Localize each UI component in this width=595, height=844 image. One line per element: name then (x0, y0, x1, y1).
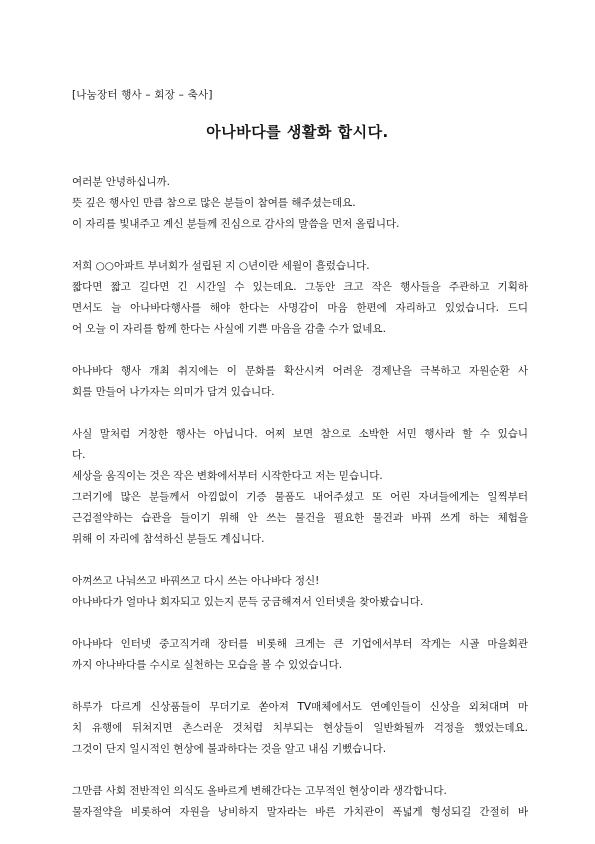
text-line: 그만큼 사회 전반적인 의식도 올바르게 변해간다는 고무적인 현상이라 생각합니다. (72, 785, 447, 797)
text-line: 세상을 움직이는 것은 작은 변화에서부터 시작한다고 저는 믿습니다. (72, 470, 383, 482)
document-tag: [나눔장터 행사 – 회장 – 축사] (72, 89, 213, 101)
text-line: 짧다면 짧고 길다면 긴 시간일 수 있는데요. 그동안 크고 작은 행사들을 주관하고 기획하 (72, 281, 528, 293)
paragraph (72, 781, 528, 823)
text-line: 근검절약하는 습관을 들이기 위해 안 쓰는 물건을 필요한 물건과 바꿔 쓰게 하는 체험을 (72, 512, 528, 524)
document-body (72, 172, 528, 844)
text-line: 아나바다 행사 개최 취지에는 이 문화를 확산시켜 어려운 경제난을 극복하고 자원순환 사 (72, 365, 528, 377)
text-line: 아껴쓰고 나눠쓰고 바꿔쓰고 다시 쓰는 아나바다 정신! (72, 575, 320, 587)
text-line: 사실 말처럼 거창한 행사는 아닙니다. 어찌 보면 참으로 소박한 서민 행사라 할 수 있습니 (72, 428, 528, 440)
paragraph (72, 172, 528, 235)
paragraph (72, 256, 528, 340)
text-line: 아나바다 인터넷 중고직거래 장터를 비롯해 크게는 큰 기업에서부터 작게는 시골 마을회관 (72, 638, 528, 650)
paragraph (72, 571, 528, 613)
text-line: 까지 아나바다를 수시로 실천하는 모습을 볼 수 있었습니다. (72, 659, 343, 671)
text-line: 어 오늘 이 자리를 함께 한다는 사실에 기쁜 마음을 감출 수가 없네요. (72, 323, 386, 335)
text-line: 여러분 안녕하십니까. (72, 176, 170, 188)
paragraph (72, 697, 528, 760)
text-line: 하루가 다르게 신상품들이 무더기로 쏟아져 TV매체에서도 연예인들이 신상을 외쳐대며 마 (72, 701, 528, 713)
text-line: 저희 ○○아파트 부녀회가 설립된 지 ○년이란 세월이 흘렀습니다. (72, 260, 370, 272)
text-line: 아나바다가 얼마나 회자되고 있는지 문득 궁금해져서 인터넷을 찾아봤습니다. (72, 596, 424, 608)
text-line: 위해 이 자리에 참석하신 분들도 계십니다. (72, 533, 265, 545)
text-line: 뜻 깊은 행사인 만큼 참으로 많은 분들이 참여를 해주셨는데요. (72, 197, 356, 209)
text-line: 물자절약을 비롯하여 자원을 낭비하지 말자라는 바른 가치관이 폭넓게 형성되길 간절히 바 (72, 806, 528, 818)
text-line: 이 자리를 빛내주고 계신 분들께 진심으로 감사의 말씀을 먼저 올립니다. (72, 218, 400, 230)
paragraph (72, 424, 528, 550)
text-line: 면서도 늘 아나바다행사를 해야 한다는 사명감이 마음 한편에 자리하고 있었습니다. 드디 (72, 302, 528, 314)
document-title: 아나바다를 생활화 합시다. (206, 123, 389, 141)
text-line: 치 유행에 뒤쳐지면 촌스러운 것처럼 치부되는 현상들이 일반화될까 걱정을 했었는데요. (72, 722, 528, 734)
text-line: 회를 만들어 나가자는 의미가 담겨 있습니다. (72, 386, 275, 398)
paragraph (72, 361, 528, 403)
text-line: 다. (72, 449, 86, 461)
paragraph (72, 634, 528, 676)
text-line: 그것이 단지 일시적인 현상에 불과하다는 것을 알고 내심 기뻤습니다. (72, 743, 387, 755)
text-line: 그러기에 많은 분들께서 아낌없이 기증 물품도 내어주셨고 또 어린 자녀들에게는 일찍부터 (72, 491, 528, 503)
